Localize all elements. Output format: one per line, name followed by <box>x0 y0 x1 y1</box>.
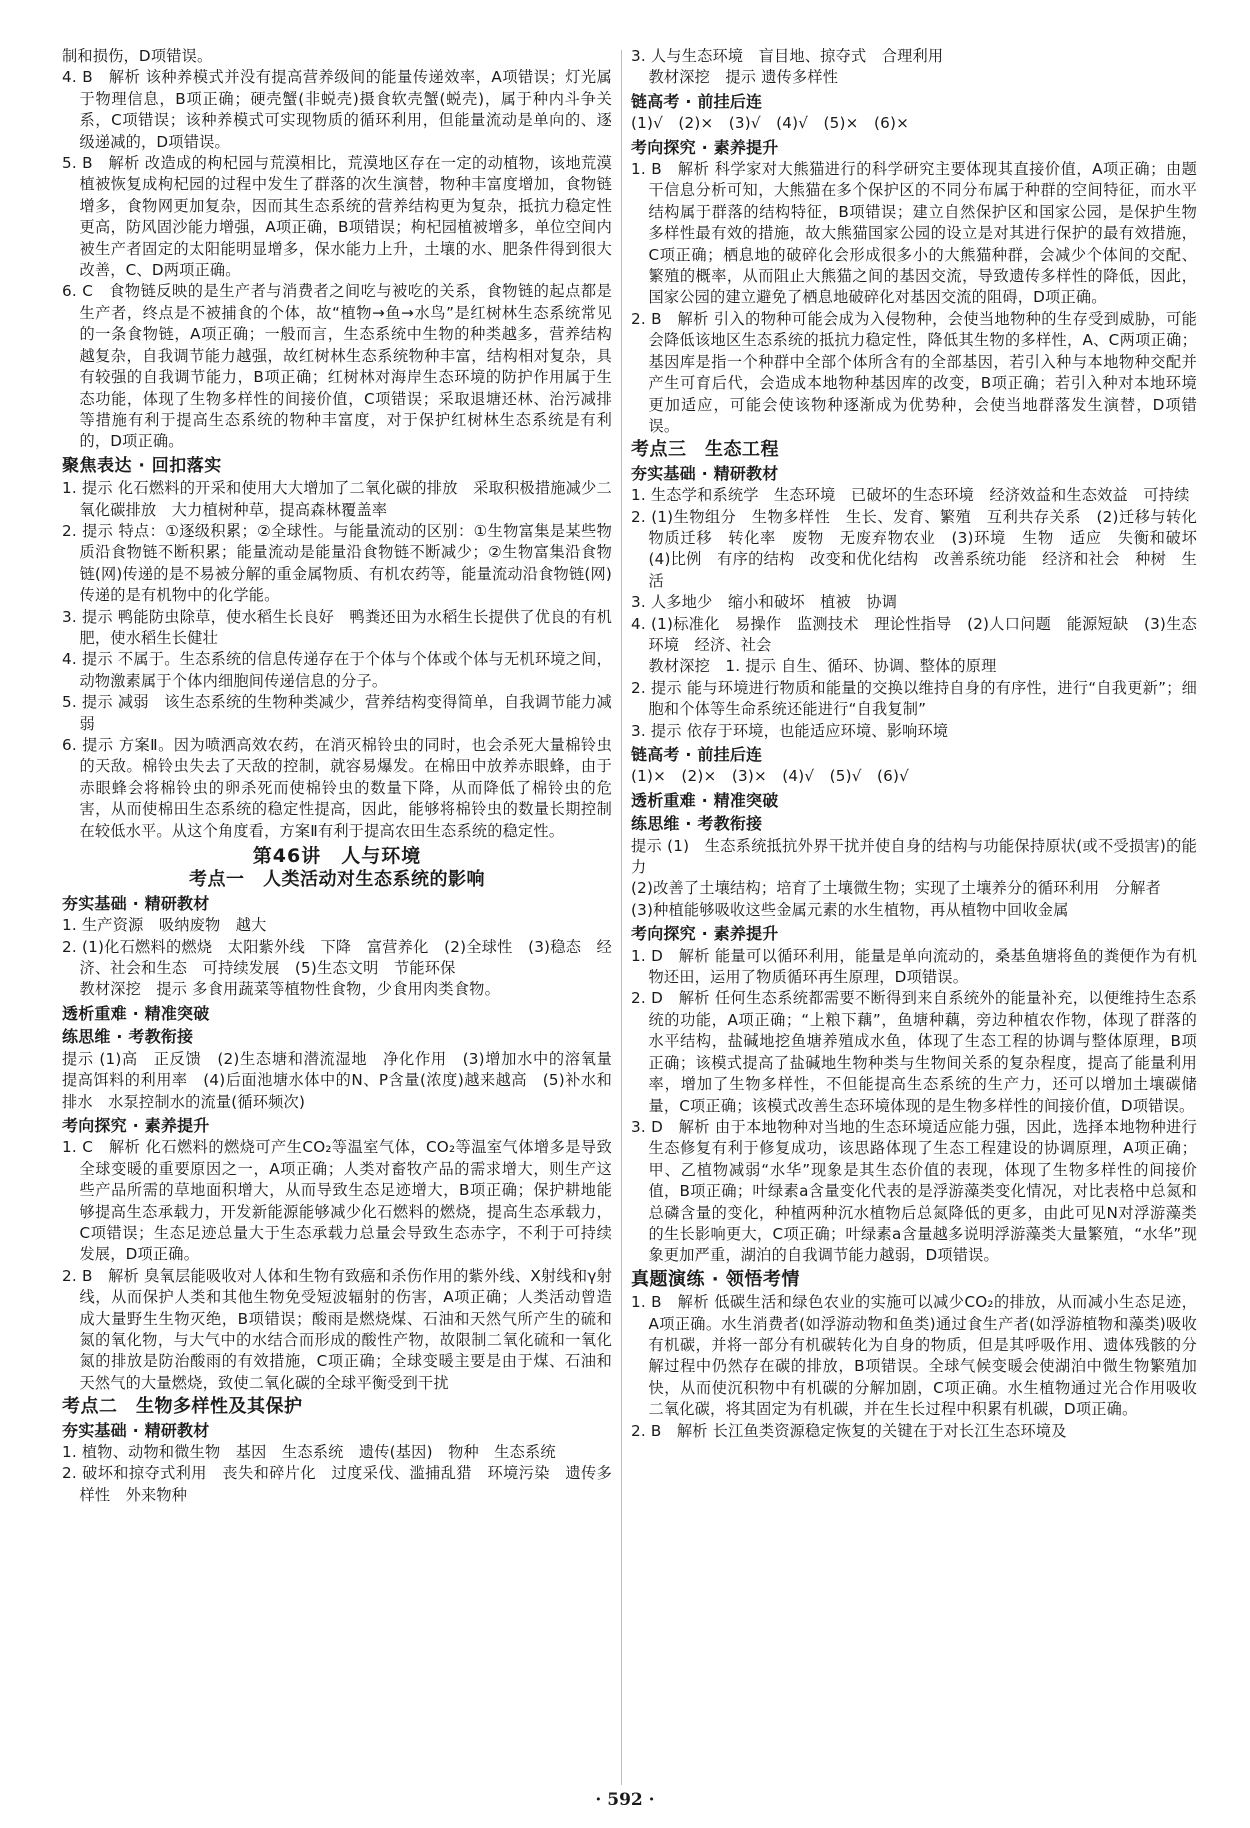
lecture-title: 第46讲 人与环境 <box>252 845 422 868</box>
section-heading: 透析重难 · 精准突破 <box>631 790 779 810</box>
answer-item: 2. (1)生物组分 生物多样性 生长、发育、繁殖 互利共存关系 (2)迁移与转化 物质迁移 转化率 废物 无废弃物农业 (3)环境 生物 适应 失衡和破坏 (4)比例 有序的结构 改变和优化结构 改善系统功能 经济和社会 种树 生活 <box>631 507 1213 590</box>
keypoint-title: 考点二 生物多样性及其保护 <box>62 1396 303 1418</box>
column-divider <box>621 50 622 1785</box>
answer-item: 2. B 解析 长江鱼类资源稳定恢复的关键在于对长江生态环境及 <box>631 1421 1067 1440</box>
answer-item: 6. C 食物链反映的是生产者与消费者之间吃与被吃的关系，食物链的起点都是生产者，终点是不被捕食的个体，故“植物→鱼→水鸟”是红树林生态系统常见的一条食物链，A项正确；一般而言，生态系统中生物的种类越多，营养结构越复杂，自我调节能力越强，故红树林生态系统物种丰富，结构相对复杂，具有较强的自我调节能力，B项正确；红树林对海岸生态环境的防护作用属于生态功能，体现了生物多样性的间接价值，C项错误；采取退塘还林、治污减排等措施有利于提高生态系统的物种丰富度，对于保护红树林生态系统是有利的，D项正确。 <box>62 282 612 451</box>
section-heading: 链高考 · 前挂后连 <box>631 745 763 764</box>
answer-item: 1. 提示 化石燃料的开采和使用大大增加了二氧化碳的排放 采取积极措施减少二氧化碳排放 大力植树种草，提高森林覆盖率 <box>62 479 612 519</box>
right-column <box>631 46 1213 1442</box>
answer-item: (1)√ (2)× (3)√ (4)√ (5)× (6)× <box>631 114 910 133</box>
answer-item: 2. (1)化石燃料的燃烧 太阳紫外线 下降 富营养化 (2)全球性 (3)稳态 经济、社会和生态 可持续发展 (5)生态文明 节能环保 <box>62 937 612 978</box>
answer-item: 5. B 解析 改造成的枸杞园与荒漠相比，荒漠地区存在一定的动植物，该地荒漠植被恢复成枸杞园的过程中发生了群落的次生演替，物种丰富度增加，食物链增多，食物网更加复杂，因而其生态系统的营养结构更为复杂，抵抗力稳定性更高，防风固沙能力增强，A项正确，B项错误；枸杞园植被增多，单位空间内被生产者固定的太阳能明显增多，保水能力上升，土壤的水、肥条件得到很大改善，C、D两项正确。 <box>62 154 612 280</box>
section-heading: 考向探究 · 素养提升 <box>62 1115 210 1135</box>
answer-item: (2)改善了土壤结构；培育了土壤微生物；实现了土壤养分的循环利用 分解者 <box>631 879 1161 898</box>
answer-item: 1. B 解析 低碳生活和绿色农业的实施可以减少CO₂的排放，从而减小生态足迹，A项正确。水生消费者(如浮游动物和鱼类)通过食生产者(如浮游植物和藻类)吸收有机碳，并将一部分有机碳转化为自身的物质，但是其呼吸作用、遗体残骸的分解过程中仍然存在碳的排放，B项错误。全球气候变暖会使湖泊中微生物繁殖加快，从而使沉积物中有机碳的分解加剧，C项正确。水生植物通过光合作用吸收二氧化碳，将其固定为有机碳，并在生长过程中积累有机碳，D项正确。 <box>631 1293 1197 1419</box>
page-number: · 592 · <box>595 1790 655 1810</box>
answer-item: 提示 (1)高 正反馈 (2)生态塘和潜流湿地 净化作用 (3)增加水中的溶氧量 提高饵料的利用率 (4)后面池塘水体中的N、P含量(浓度)越来越高 (5)补水和排水 水泵控制水的流量(循环频次) <box>62 1049 628 1111</box>
answer-item: (3)种植能够吸收这些金属元素的水生植物，再从植物中回收金属 <box>631 900 1069 919</box>
answer-item: 教材深挖 提示 遗传多样性 <box>648 68 839 87</box>
answer-item: 1. B 解析 科学家对大熊猫进行的科学研究主要体现其直接价值，A项正确；由题干信息分析可知，大熊猫在多个保护区的不同分布属于种群的空间特征，而水平结构属于群落的结构特征，B项错误；建立自然保护区和国家公园，是保护生物多样性最有效的措施，故大熊猫国家公园的设立是对其进行保护的最有效措施，C项正确；栖息地的破碎化会形成很多小的大熊猫种群，会减少个体间的交配、繁殖的概率，从而阻止大熊猫之间的基因交流，导致遗传多样性的降低，因此，国家公园的建立避免了栖息地破碎化对基因交流的阻碍，D项正确。 <box>631 160 1197 307</box>
answer-item: 提示 (1) 生态系统抵抗外界干扰并使自身的结构与功能保持原状(或不受损害)的能力 <box>631 836 1197 877</box>
section-heading: 聚焦表达 · 回扣落实 <box>62 455 222 476</box>
section-heading: 夯实基础 · 精研教材 <box>631 463 779 483</box>
answer-item: 1. 生态学和系统学 生态环境 已破坏的生态环境 经济效益和生态效益 可持续 <box>631 486 1190 505</box>
answer-item: 1. 生产资源 吸纳废物 越大 <box>62 916 267 935</box>
answer-item: 1. C 解析 化石燃料的燃烧可产生CO₂等温室气体，CO₂等温室气体增多是导致全球变暖的重要原因之一，A项正确；人类对畜牧产品的需求增大，则生产这些产品所需的草地面积增大，从而导致生态足迹增大，B项正确；保护耕地能够提高生态承载力，开发新能源能够减少化石燃料的燃烧，提高生态承载力，C项错误；生态足迹总量大于生态承载力总量会导致生态赤字，不利于可持续发展，D项正确。 <box>62 1138 612 1264</box>
answer-item: 3. 提示 鸭能防虫除草，使水稻生长良好 鸭粪还田为水稻生长提供了优良的有机肥，使水稻生长健壮 <box>62 607 612 647</box>
answer-item: 3. 人多地少 缩小和破坏 植被 协调 <box>631 593 898 612</box>
section-heading: 考向探究 · 素养提升 <box>631 137 779 157</box>
answer-item: 4. 提示 不属于。生态系统的信息传递存在于个体与个体或个体与无机环境之间，动物激素属于个体内细胞间传递信息的分子。 <box>62 650 612 690</box>
section-heading: 夯实基础 · 精研教材 <box>62 893 210 913</box>
answer-item: 5. 提示 减弱 该生态系统的生物种类减少，营养结构变得简单，自我调节能力减弱 <box>62 693 612 733</box>
left-column <box>62 46 628 1506</box>
answer-item: 教材深挖 1. 提示 自生、循环、协调、整体的原理 <box>648 657 997 676</box>
section-heading: 练思维 · 考教衔接 <box>631 814 763 834</box>
paragraph: 制和损伤，D项错误。 <box>62 47 213 65</box>
keypoint-title: 考点三 生态工程 <box>631 439 779 461</box>
answer-item: 3. 人与生态环境 盲目地、掠夺式 合理利用 <box>631 47 944 65</box>
keypoint-title: 考点一 人类活动对生态系统的影响 <box>189 869 485 891</box>
answer-item: 1. D 解析 能量可以循环利用，能量是单向流动的，桑基鱼塘将鱼的粪便作为有机物还田，运用了物质循环再生原理，D项错误。 <box>631 946 1197 987</box>
answer-item: 2. B 解析 引入的物种可能会成为入侵物种，会使当地物种的生存受到威胁，可能会降低该地区生态系统的抵抗力稳定性，降低其生物的多样性，A、C两项正确；基因库是指一个种群中全部个体所含有的全部基因，若引入种与本地物种交配并产生可育后代，会造成本地物种基因库的改变，B项正确；若引入种对本地环境更加适应，可能会使该物种逐渐成为优势种，会使当地群落发生演替，D项错误。 <box>631 309 1197 435</box>
section-heading: 真题演练 · 领悟考情 <box>631 1268 800 1290</box>
answer-item: 2. B 解析 臭氧层能吸收对人体和生物有致癌和杀伤作用的紫外线、X射线和γ射线，从而保护人类和其他生物免受短波辐射的伤害，A项正确；人类活动曾造成大量野生生物灭绝，B项错误；酸雨是燃烧煤、石油和天然气所产生的硫和氮的氧化物，与大气中的水结合而形成的酸性产物，故限制二氧化硫和一氧化氮的排放是防治酸雨的有效措施，C项正确；全球变暖主要是由于煤、石油和天然气的大量燃烧，致使二氧化碳的全球平衡受到干扰 <box>62 1266 612 1392</box>
answer-item: 3. D 解析 由于本地物种对当地的生态环境适应能力强，因此，选择本地物种进行生态修复有利于修复成功，该思路体现了生态工程建设的协调原理，A项正确；甲、乙植物减弱“水华”现象是其生态价值的表现，体现了生物多样性的间接价值，B项正确；叶绿素a含量变化代表的是浮游藻类变化情况，对比表格中总氮和总磷含量的变化，种植两种沉水植物后总氮降低的更多，由此可见N对浮游藻类的生长影响更大，C项正确；叶绿素a含量越多说明浮游藻类大量繁殖，“水华”现象更加严重，湖泊的自我调节能力越弱，D项错误。 <box>631 1117 1197 1265</box>
answer-item: 4. (1)标准化 易操作 监测技术 理论性指导 (2)人口问题 能源短缺 (3)生态环境 经济、社会 <box>631 614 1197 654</box>
section-heading: 链高考 · 前挂后连 <box>631 91 763 111</box>
answer-item: 6. 提示 方案Ⅱ。因为喷洒高效农药，在消灭棉铃虫的同时，也会杀死大量棉铃虫的天敌。棉铃虫失去了天敌的控制，就容易爆发。在棉田中放养赤眼蜂，由于赤眼蜂会将棉铃虫的卵杀死而使棉铃虫的数量下降，从而降低了棉铃虫的危害，从而使棉田生态系统的稳定性提高，因此，能够将棉铃虫的数量长期控制在较低水平。从这个角度看，方案Ⅱ有利于提高农田生态系统的稳定性。 <box>62 736 612 840</box>
answer-item: 2. 提示 特点：①逐级积累；②全球性。与能量流动的区别：①生物富集是某些物质沿食物链不断积累；能量流动是能量沿食物链不断减少；②生物富集沿食物链(网)传递的是不易被分解的重金属物质、有机农药等，能量流动沿食物链(网)传递的是有机物中的化学能。 <box>62 521 612 605</box>
answer-item: 2. D 解析 任何生态系统都需要不断得到来自系统外的能量补充，以便维持生态系统的功能，A项正确；“上粮下藕”，鱼塘种藕，旁边种植农作物，体现了群落的水平结构，盐碱地挖鱼塘养殖成水鱼，体现了生态工程的协调与整体原理，B项正确；该模式提高了盐碱地生物种类与生物间关系的复杂程度，提高了能量利用率，增加了生物多样性，不但能提高生态系统的生产力，还可以增加土壤碳储量，C项正确；该模式改善生态环境体现的是生物多样性的间接价值，D项错误。 <box>631 989 1197 1115</box>
answer-item: 1. 植物、动物和微生物 基因 生态系统 遗传(基因) 物种 生态系统 <box>62 1443 556 1461</box>
section-heading: 透析重难 · 精准突破 <box>62 1003 210 1023</box>
answer-item: 2. 提示 能与环境进行物质和能量的交换以维持自身的有序性，进行“自我更新”；细胞和个体等生命系统还能进行“自我复制” <box>631 678 1197 719</box>
answer-item: (1)× (2)× (3)× (4)√ (5)√ (6)√ <box>631 767 910 786</box>
section-heading: 夯实基础 · 精研教材 <box>62 1420 210 1440</box>
answer-item: 教材深挖 提示 多食用蔬菜等植物性食物，少食用肉类食物。 <box>79 980 500 999</box>
answer-item: 3. 提示 依存于环境，也能适应环境、影响环境 <box>631 721 949 740</box>
answer-item: 4. B 解析 该种养模式并没有提高营养级间的能量传递效率，A项错误；灯光属于物理信息，B项正确；硬壳蟹(非蜕壳)摄食软壳蟹(蜕壳)，属于种内斗争关系，C项错误；该种养模式可实现物质的循环利用，但能量流动是单向的、逐级递减的，D项错误。 <box>62 68 612 151</box>
section-heading: 考向探究 · 素养提升 <box>631 924 779 944</box>
answer-item: 2. 破坏和掠夺式利用 丧失和碎片化 过度采伐、滥捕乱猎 环境污染 遗传多样性 外来物种 <box>62 1464 612 1504</box>
section-heading: 练思维 · 考教衔接 <box>62 1027 194 1047</box>
